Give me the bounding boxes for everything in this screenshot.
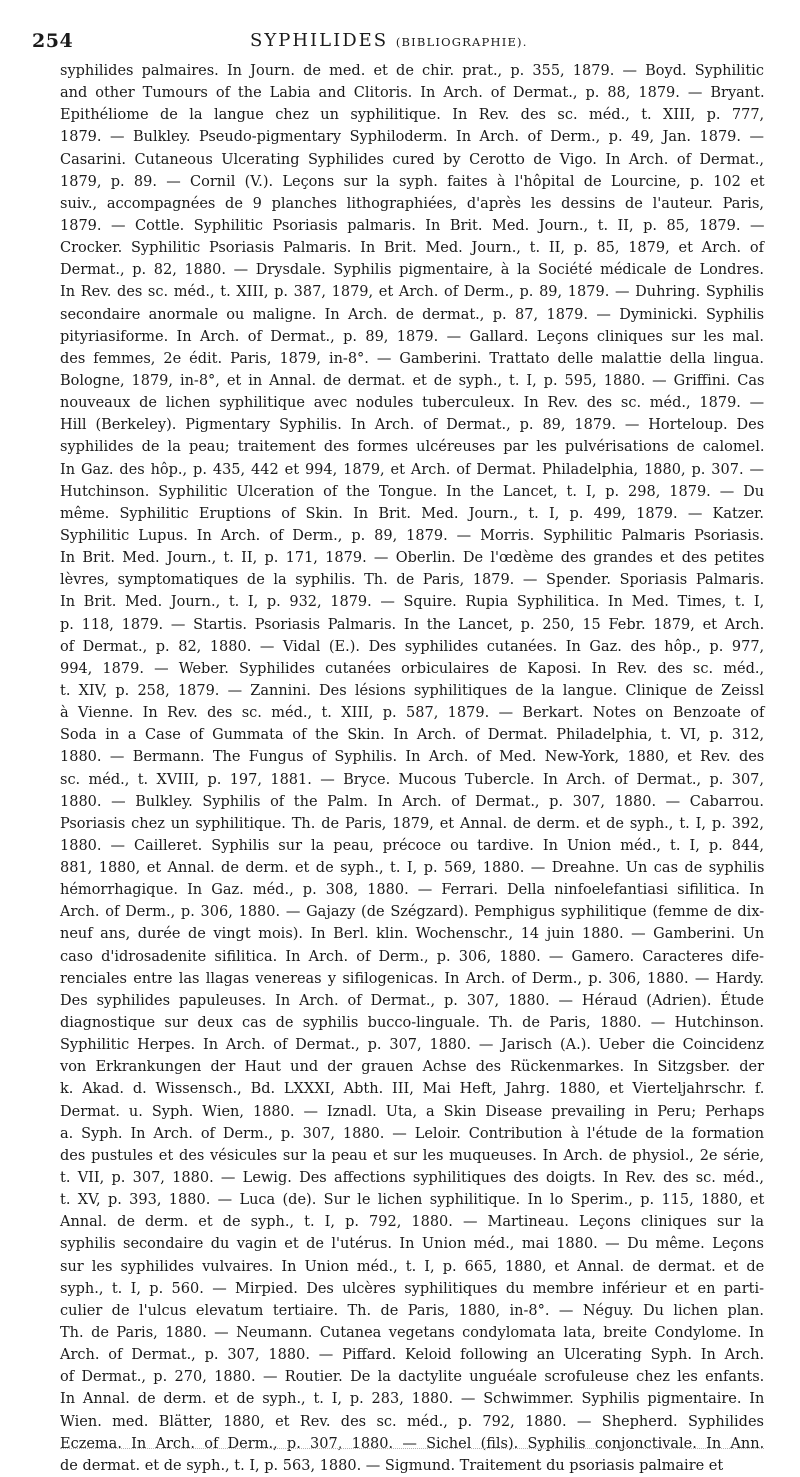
text-line: même. Syphilitic Eruptions of Skin. In Brit. Med. Journ., t. I, p. 499, 1879. — Katzer. [60, 505, 765, 522]
page-number: 254 [32, 30, 74, 52]
text-line: Bologne, 1879, in-8°, et in Annal. de dermat. et de syph., t. I, p. 595, 1880. — Griffini. Cas [60, 372, 765, 389]
text-line: syphilides de la peau; traitement des formes ulcéreuses par les pulvérisations de calomel. [60, 439, 765, 456]
bibliography-text [60, 60, 764, 1477]
text-line: von Erkrankungen der Haut und der grauen Achse des Rückenmarkes. In Sitzgsber. der [60, 1059, 765, 1076]
text-line: lèvres, symptomatiques de la syphilis. Th. de Paris, 1879. — Spender. Sporiasis Palmaris. [60, 572, 765, 589]
text-line: In Gaz. des hôp., p. 435, 442 et 994, 1879, et Arch. of Dermat. Philadelphia, 1880, p. 307. — [60, 461, 764, 478]
text-line: of Dermat., p. 270, 1880. — Routier. De la dactylite unguéale scrofuleuse chez les enfants. [60, 1369, 765, 1386]
text-line: sc. méd., t. XVIII, p. 197, 1881. — Bryce. Mucous Tubercle. In Arch. of Dermat., p. 307, [60, 771, 765, 788]
text-line: Syphilitic Lupus. In Arch. of Derm., p. 89, 1879. — Morris. Syphilitic Palmaris Psoriasis. [60, 527, 764, 544]
text-line: suiv., accompagnées de 9 planches lithographiées, d'après les dessins de l'auteur. Paris, [60, 195, 764, 212]
text-line: syph., t. I, p. 560. — Mirpied. Des ulcères syphilitiques du membre inférieur et en parti- [60, 1280, 764, 1297]
bottom-dotted-rule [60, 1448, 764, 1449]
text-line: 1879, p. 89. — Cornil (V.). Leçons sur la syph. faites à l'hôpital de Lourcine, p. 102 et [60, 173, 765, 190]
text-line: p. 118, 1879. — Startis. Psoriasis Palmaris. In the Lancet, p. 250, 15 Febr. 1879, et Arch. [60, 616, 765, 633]
text-line: nouveaux de lichen syphilitique avec nodules tuberculeux. In Rev. des sc. méd., 1879. — [60, 395, 765, 412]
text-line: Psoriasis chez un syphilitique. Th. de Paris, 1879, et Annal. de derm. et de syph., t. I, p. 392, [60, 815, 764, 832]
text-line: renciales entre las llagas venereas y sifilogenicas. In Arch. of Derm., p. 306, 1880. — Hardy. [60, 970, 764, 987]
text-line: Dermat., p. 82, 1880. — Drysdale. Syphilis pigmentaire, à la Société médicale de Londres. [60, 262, 764, 279]
page-header [32, 26, 764, 56]
text-line: hémorrhagique. In Gaz. méd., p. 308, 1880. — Ferrari. Della ninfoelefantiasi sifilitica. In [60, 882, 765, 899]
text-line: diagnostique sur deux cas de syphilis bucco-linguale. Th. de Paris, 1880. — Hutchinson. [60, 1015, 764, 1032]
text-line: Th. de Paris, 1880. — Neumann. Cutanea vegetans condylomata lata, breite Condylome. In [60, 1325, 764, 1342]
text-line: In Brit. Med. Journ., t. II, p. 171, 1879. — Oberlin. De l'œdème des grandes et des petites [60, 550, 765, 567]
text-line: à Vienne. In Rev. des sc. méd., t. XIII, p. 587, 1879. — Berkart. Notes on Benzoate of [60, 705, 765, 722]
text-line: 1880. — Cailleret. Syphilis sur la peau, précoce ou tardive. In Union méd., t. I, p. 844, [60, 837, 764, 854]
text-line: Eczema. In Arch. of Derm., p. 307, 1880. — Sichel (fils). Syphilis conjonctivale. In Ann. [60, 1435, 765, 1452]
text-line: culier de l'ulcus elevatum tertiaire. Th. de Paris, 1880, in-8°. — Néguy. Du lichen plan. [60, 1302, 764, 1319]
text-line: In Annal. de derm. et de syph., t. I, p. 283, 1880. — Schwimmer. Syphilis pigmentaire. In [60, 1391, 765, 1408]
text-line: syphilides palmaires. In Journ. de med. et de chir. prat., p. 355, 1879. — Boyd. Syphilitic [60, 63, 764, 79]
text-line: 1880. — Bermann. The Fungus of Syphilis. In Arch. of Med. New-York, 1880, et Rev. des [60, 749, 765, 766]
text-line: In Brit. Med. Journ., t. I, p. 932, 1879. — Squire. Rupia Syphilitica. In Med. Times, t. I, [60, 594, 765, 611]
text-line: Crocker. Syphilitic Psoriasis Palmaris. In Brit. Med. Journ., t. II, p. 85, 1879, et Arch. of [60, 240, 764, 257]
text-line: and other Tumours of the Labia and Clitoris. In Arch. of Dermat., p. 88, 1879. — Bryant. [60, 85, 765, 102]
text-line: k. Akad. d. Wissensch., Bd. LXXXI, Abth. III, Mai Heft, Jahrg. 1880, et Vierteljahrschr. f. [60, 1081, 765, 1098]
text-line: Epithéliome de la langue chez un syphilitique. In Rev. des sc. méd., t. XIII, p. 777, [60, 107, 765, 124]
text-line: Syphilitic Herpes. In Arch. of Dermat., p. 307, 1880. — Jarisch (A.). Ueber die Coincidenz [60, 1037, 764, 1054]
text-line: Arch. of Derm., p. 306, 1880. — Gajazy (de Szégzard). Pemphigus syphilitique (femme de dix- [60, 904, 765, 921]
text-line: des femmes, 2e édit. Paris, 1879, in-8°. — Gamberini. Trattato delle malattie della lingua. [60, 350, 764, 367]
text-line: a. Syph. In Arch. of Derm., p. 307, 1880. — Leloir. Contribution à l'étude de la formation [60, 1125, 765, 1142]
text-line: In Rev. des sc. méd., t. XIII, p. 387, 1879, et Arch. of Derm., p. 89, 1879. — Duhring. Syphilis [60, 284, 764, 301]
text-line: Des syphilides papuleuses. In Arch. of Dermat., p. 307, 1880. — Héraud (Adrien). Étude [60, 992, 764, 1009]
running-head [250, 30, 528, 51]
running-head-title: SYPHILIDES [250, 30, 389, 51]
text-line: 994, 1879. — Weber. Syphilides cutanées orbiculaires de Kaposi. In Rev. des sc. méd., [60, 660, 765, 677]
text-line: Dermat. u. Syph. Wien, 1880. — Iznadl. Uta, a Skin Disease prevailing in Peru; Perhaps [60, 1103, 765, 1120]
text-line: t. VII, p. 307, 1880. — Lewig. Des affections syphilitiques des doigts. In Rev. des sc. méd., [60, 1170, 764, 1187]
text-line: t. XIV, p. 258, 1879. — Zannini. Des lésions syphilitiques de la langue. Clinique de Zeissl [60, 682, 764, 699]
text-line: sur les syphilides vulvaires. In Union méd., t. I, p. 665, 1880, et Annal. de dermat. et de [60, 1258, 765, 1275]
text-line: caso d'idrosadenite sifilitica. In Arch. of Derm., p. 306, 1880. — Gamero. Caracteres dife- [60, 948, 764, 965]
text-line: secondaire anormale ou maligne. In Arch. de dermat., p. 87, 1879. — Dyminicki. Syphilis [60, 306, 765, 323]
text-line: Casarini. Cutaneous Ulcerating Syphilides cured by Cerotto de Vigo. In Arch. of Dermat., [60, 151, 764, 168]
text-line: 1880. — Bulkley. Syphilis of the Palm. In Arch. of Dermat., p. 307, 1880. — Cabarrou. [60, 793, 764, 810]
text-line: Soda in a Case of Gummata of the Skin. In Arch. of Dermat. Philadelphia, t. VI, p. 312, [60, 727, 765, 744]
text-line: 1879. — Cottle. Syphilitic Psoriasis palmaris. In Brit. Med. Journ., t. II, p. 85, 1879. — [60, 217, 765, 234]
text-line: 1879. — Bulkley. Pseudo-pigmentary Syphiloderm. In Arch. of Derm., p. 49, Jan. 1879. — [60, 129, 764, 146]
text-line: syphilis secondaire du vagin et de l'utérus. In Union méd., mai 1880. — Du même. Leçons [60, 1236, 764, 1253]
text-line: 881, 1880, et Annal. de derm. et de syph., t. I, p. 569, 1880. — Dreahne. Un cas de syphilis [60, 860, 765, 877]
text-line: de dermat. et de syph., t. I, p. 563, 1880. — Sigmund. Traitement du psoriasis palmaire et [60, 1457, 724, 1474]
text-line: des pustules et des vésicules sur la peau et sur les muqueuses. In Arch. de physiol., 2e série, [60, 1147, 765, 1164]
text-line: Hill (Berkeley). Pigmentary Syphilis. In Arch. of Dermat., p. 89, 1879. — Horteloup. Des [60, 417, 765, 434]
text-line: neuf ans, durée de vingt mois). In Berl. klin. Wochenschr., 14 juin 1880. — Gamberini. Un [60, 926, 765, 943]
running-head-subtitle: (BIBLIOGRAPHIE). [395, 35, 528, 49]
text-line: t. XV, p. 393, 1880. — Luca (de). Sur le lichen syphilitique. In lo Sperim., p. 115, 1880, et [60, 1192, 765, 1209]
text-line: Wien. med. Blätter, 1880, et Rev. des sc. méd., p. 792, 1880. — Shepherd. Syphilides [60, 1413, 764, 1430]
text-line: Hutchinson. Syphilitic Ulceration of the Tongue. In the Lancet, t. I, p. 298, 1879. — Du [60, 483, 765, 500]
text-line: Arch. of Dermat., p. 307, 1880. — Piffard. Keloid following an Ulcerating Syph. In Arch. [60, 1347, 765, 1364]
text-line: Annal. de derm. et de syph., t. I, p. 792, 1880. — Martineau. Leçons cliniques sur la [60, 1214, 764, 1231]
text-line: pityriasiforme. In Arch. of Dermat., p. 89, 1879. — Gallard. Leçons cliniques sur les mal. [60, 328, 764, 345]
text-line: of Dermat., p. 82, 1880. — Vidal (E.). Des syphilides cutanées. In Gaz. des hôp., p. 977, [60, 638, 765, 655]
